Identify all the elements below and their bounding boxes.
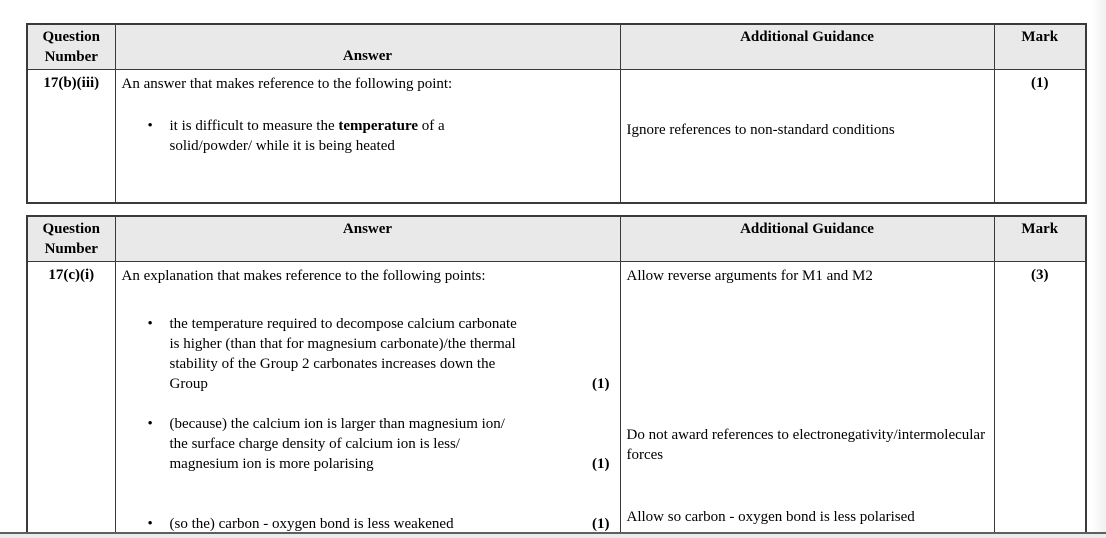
bullet-1-line-4: Group bbox=[169, 376, 208, 392]
table1-row-17biii bbox=[27, 70, 1086, 203]
mark-cell-17ci: (3) bbox=[994, 262, 1086, 538]
bullet-line1-after: of a bbox=[418, 118, 445, 134]
answer-bullet-point-1 bbox=[122, 314, 614, 394]
table2-header-row bbox=[27, 216, 1086, 262]
page-bottom-edge bbox=[0, 532, 1106, 538]
guidance-text: Ignore references to non-standard conditions bbox=[626, 122, 895, 138]
guidance-cell-17ci bbox=[620, 262, 994, 538]
bullet-3-mark: (1) bbox=[592, 516, 610, 532]
page-right-edge-shadow bbox=[1092, 0, 1106, 538]
table2-row-17ci bbox=[27, 262, 1086, 538]
table2-header-answer: Answer bbox=[115, 216, 620, 262]
bullet-line1-before: it is difficult to measure the bbox=[169, 118, 339, 134]
bullet-2-text bbox=[170, 414, 593, 474]
table2-header-additional-guidance: Additional Guidance bbox=[620, 216, 994, 262]
mark-cell-17biii: (1) bbox=[994, 70, 1086, 203]
table2-header-question-number: Question Number bbox=[27, 216, 115, 262]
bullet-line-1 bbox=[170, 116, 614, 136]
bullet-line-2: solid/powder/ while it is being heated bbox=[169, 138, 395, 154]
answer-intro-text: An explanation that makes reference to the following points: bbox=[121, 268, 486, 284]
bullet-icon: • bbox=[147, 516, 153, 532]
bullet-icon: • bbox=[147, 316, 153, 332]
table2-header-mark: Mark bbox=[994, 216, 1086, 262]
bullet-icon: • bbox=[147, 416, 153, 432]
table1-header-additional-guidance: Additional Guidance bbox=[620, 24, 994, 70]
bullet-1-mark: (1) bbox=[592, 376, 610, 392]
bullet-line1-bold: temperature bbox=[338, 118, 419, 134]
bullet-text bbox=[170, 116, 614, 156]
table1-header-answer: Answer bbox=[115, 24, 620, 70]
bullet-2-line-3: magnesium ion is more polarising bbox=[169, 456, 374, 472]
bullet-icon: • bbox=[147, 118, 153, 134]
bullet-2-line-2: the surface charge density of calcium ion is less/ bbox=[169, 436, 460, 452]
bullet-1-line-3: stability of the Group 2 carbonates increases down the bbox=[169, 356, 496, 372]
answer-bullet-point-2 bbox=[122, 414, 614, 474]
question-number-17ci: 17(c)(i) bbox=[27, 262, 115, 538]
mark-scheme-table-17ci bbox=[26, 215, 1087, 538]
table1-header-row bbox=[27, 24, 1086, 70]
guidance-item-3: Allow so carbon - oxygen bond is less polarised bbox=[626, 509, 915, 525]
guidance-cell-17biii bbox=[620, 70, 994, 203]
table1-header-mark: Mark bbox=[994, 24, 1086, 70]
bullet-1-line-1: the temperature required to decompose calcium carbonate bbox=[169, 316, 517, 332]
bullet-2-mark: (1) bbox=[592, 456, 610, 472]
bullet-3-line-1: (so the) carbon - oxygen bond is less weakened bbox=[169, 516, 454, 532]
bullet-3-text bbox=[170, 514, 593, 534]
bullet-1-line-2: is higher (than that for magnesium carbonate)/the thermal bbox=[169, 336, 516, 352]
bullet-2-line-1: (because) the calcium ion is larger than magnesium ion/ bbox=[169, 416, 505, 432]
mark-scheme-table-17biii bbox=[26, 23, 1087, 204]
question-number-17biii: 17(b)(iii) bbox=[27, 70, 115, 203]
guidance-item-1: Allow reverse arguments for M1 and M2 bbox=[626, 268, 873, 284]
answer-intro-text: An answer that makes reference to the following point: bbox=[121, 76, 453, 92]
bullet-1-text bbox=[170, 314, 593, 394]
answer-bullet-point bbox=[122, 116, 614, 156]
answer-cell-17ci bbox=[115, 262, 620, 538]
guidance-item-2: Do not award references to electronegativity/intermolecular forces bbox=[626, 427, 986, 463]
table1-header-question-number: Question Number bbox=[27, 24, 115, 70]
answer-bullet-point-3 bbox=[122, 514, 614, 534]
answer-cell-17biii bbox=[115, 70, 620, 203]
